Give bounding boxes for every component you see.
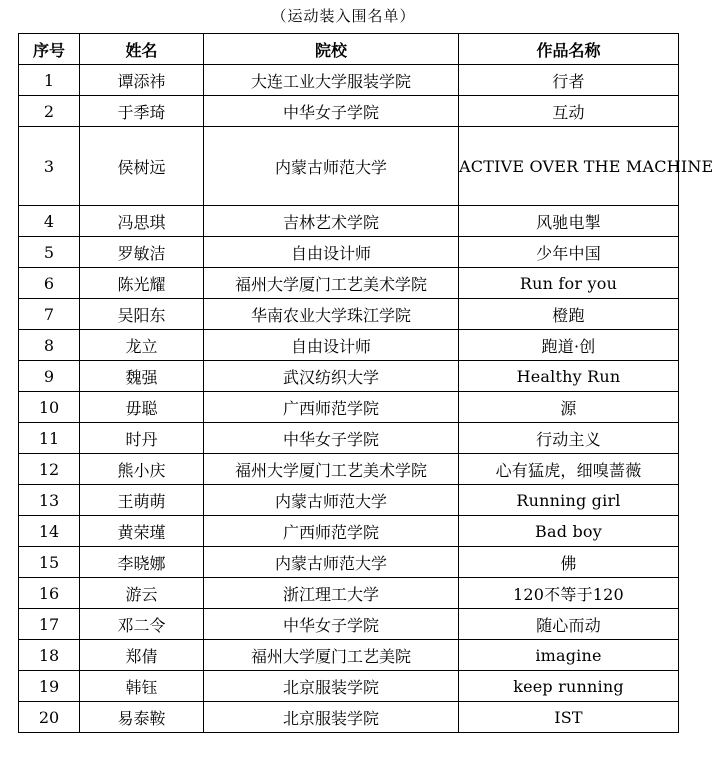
table-row <box>19 423 679 454</box>
table-row <box>19 361 679 392</box>
school-name: 浙江理工大学 <box>204 578 459 609</box>
work-title: 互动 <box>459 96 679 127</box>
school-name: 广西师范学院 <box>204 392 459 423</box>
table-row <box>19 578 679 609</box>
school-name: 北京服装学院 <box>204 702 459 733</box>
student-name: 时丹 <box>80 423 204 454</box>
row-number: 18 <box>19 640 80 671</box>
school-name: 广西师范学院 <box>204 516 459 547</box>
header-work-title: 作品名称 <box>459 34 679 65</box>
row-number: 10 <box>19 392 80 423</box>
row-number: 19 <box>19 671 80 702</box>
school-name: 内蒙古师范大学 <box>204 485 459 516</box>
school-name: 华南农业大学珠江学院 <box>204 299 459 330</box>
table-row <box>19 96 679 127</box>
row-number: 11 <box>19 423 80 454</box>
school-name: 内蒙古师范大学 <box>204 547 459 578</box>
row-number: 20 <box>19 702 80 733</box>
work-title: ACTIVE OVER THE MACHINE <box>459 127 679 206</box>
table-row <box>19 516 679 547</box>
student-name: 冯思琪 <box>80 206 204 237</box>
work-title: Bad boy <box>459 516 679 547</box>
table-row <box>19 206 679 237</box>
work-title: 随心而动 <box>459 609 679 640</box>
row-number: 9 <box>19 361 80 392</box>
header-row <box>19 34 679 65</box>
work-title: 120不等于120 <box>459 578 679 609</box>
student-name: 侯树远 <box>80 127 204 206</box>
student-name: 毋聪 <box>80 392 204 423</box>
finalist-table <box>18 33 713 733</box>
student-name: 吴阳东 <box>80 299 204 330</box>
school-name: 武汉纺织大学 <box>204 361 459 392</box>
work-title: 跑道·创 <box>459 330 679 361</box>
student-name: 韩钰 <box>80 671 204 702</box>
work-title: Running girl <box>459 485 679 516</box>
row-number: 15 <box>19 547 80 578</box>
student-name: 罗敏洁 <box>80 237 204 268</box>
work-title: 橙跑 <box>459 299 679 330</box>
work-title: imagine <box>459 640 679 671</box>
work-title: 风驰电掣 <box>459 206 679 237</box>
student-name: 郑倩 <box>80 640 204 671</box>
table-row <box>19 454 679 485</box>
table-row <box>19 671 679 702</box>
student-name: 李晓娜 <box>80 547 204 578</box>
row-number: 13 <box>19 485 80 516</box>
work-title: 源 <box>459 392 679 423</box>
header-number: 序号 <box>19 34 80 65</box>
row-number: 16 <box>19 578 80 609</box>
work-title: 佛 <box>459 547 679 578</box>
row-number: 5 <box>19 237 80 268</box>
student-name: 游云 <box>80 578 204 609</box>
table-row <box>19 268 679 299</box>
row-number: 2 <box>19 96 80 127</box>
student-name: 陈光耀 <box>80 268 204 299</box>
student-name: 龙立 <box>80 330 204 361</box>
school-name: 中华女子学院 <box>204 96 459 127</box>
work-title: 心有猛虎，细嗅蔷薇 <box>459 454 679 485</box>
table-row <box>19 640 679 671</box>
row-number: 8 <box>19 330 80 361</box>
student-name: 王萌萌 <box>80 485 204 516</box>
school-name: 北京服装学院 <box>204 671 459 702</box>
row-number: 6 <box>19 268 80 299</box>
work-title: IST <box>459 702 679 733</box>
work-title: 少年中国 <box>459 237 679 268</box>
row-number: 1 <box>19 65 80 96</box>
student-name: 谭添祎 <box>80 65 204 96</box>
school-name: 内蒙古师范大学 <box>204 127 459 206</box>
table-row <box>19 547 679 578</box>
table-row <box>19 609 679 640</box>
student-name: 邓二令 <box>80 609 204 640</box>
row-number: 3 <box>19 127 80 206</box>
school-name: 中华女子学院 <box>204 423 459 454</box>
header-name: 姓名 <box>80 34 204 65</box>
student-name: 熊小庆 <box>80 454 204 485</box>
table-row <box>19 392 679 423</box>
school-name: 福州大学厦门工艺美院 <box>204 640 459 671</box>
student-name: 易泰鞍 <box>80 702 204 733</box>
roster-caption: （运动装入围名单） <box>271 7 416 25</box>
table-row <box>19 485 679 516</box>
row-number: 4 <box>19 206 80 237</box>
table-row <box>19 65 679 96</box>
student-name: 魏强 <box>80 361 204 392</box>
student-name: 黄荣瑾 <box>80 516 204 547</box>
school-name: 福州大学厦门工艺美术学院 <box>204 454 459 485</box>
school-name: 中华女子学院 <box>204 609 459 640</box>
row-number: 12 <box>19 454 80 485</box>
school-name: 自由设计师 <box>204 330 459 361</box>
table-row <box>19 237 679 268</box>
work-title: keep running <box>459 671 679 702</box>
table-row <box>19 330 679 361</box>
school-name: 吉林艺术学院 <box>204 206 459 237</box>
work-title: 行者 <box>459 65 679 96</box>
table-header <box>19 34 679 65</box>
table-row <box>19 127 679 206</box>
work-title: Healthy Run <box>459 361 679 392</box>
school-name: 自由设计师 <box>204 237 459 268</box>
school-name: 大连工业大学服装学院 <box>204 65 459 96</box>
row-number: 14 <box>19 516 80 547</box>
table-row <box>19 299 679 330</box>
row-number: 7 <box>19 299 80 330</box>
student-name: 于季琦 <box>80 96 204 127</box>
school-name: 福州大学厦门工艺美术学院 <box>204 268 459 299</box>
table-body <box>19 65 713 733</box>
work-title: 行动主义 <box>459 423 679 454</box>
row-number: 17 <box>19 609 80 640</box>
work-title: Run for you <box>459 268 679 299</box>
table-row <box>19 702 679 733</box>
header-school: 院校 <box>204 34 459 65</box>
